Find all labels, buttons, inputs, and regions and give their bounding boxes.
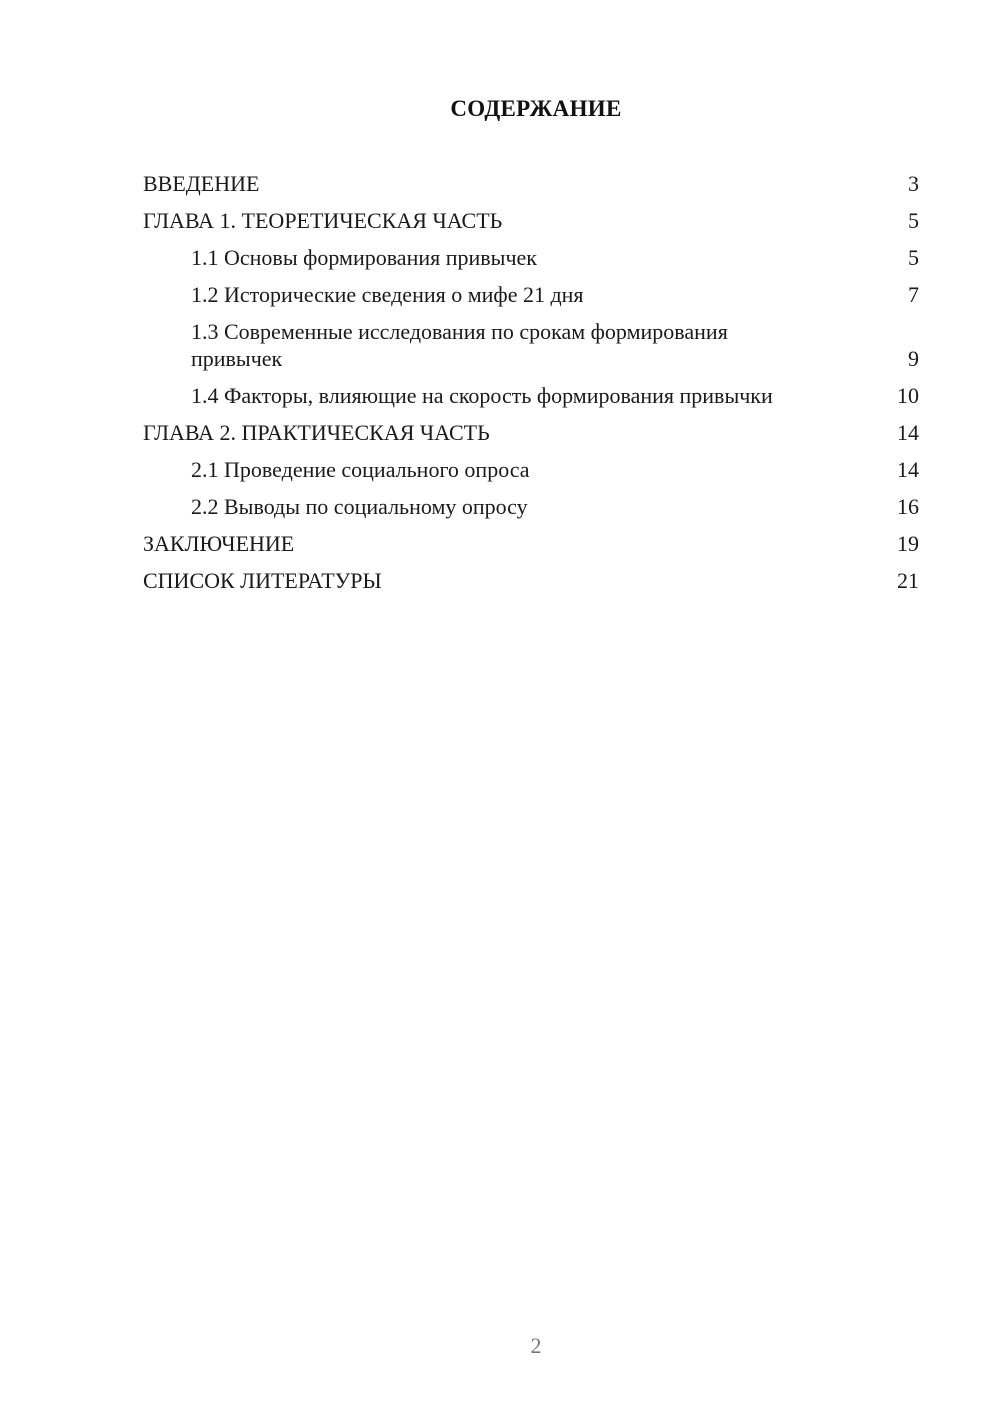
- toc-entry-section-1-2: [143, 281, 919, 308]
- toc-entry-page: 21: [897, 568, 919, 593]
- toc-entry-chapter-1: [143, 207, 919, 234]
- toc-entry-label: 1.1 Основы формирования привычек: [191, 245, 537, 270]
- toc-entry-label: ГЛАВА 2. ПРАКТИЧЕСКАЯ ЧАСТЬ: [143, 420, 490, 445]
- toc-entry-chapter-2: [143, 419, 919, 446]
- table-of-contents: [143, 170, 919, 604]
- toc-entry-page: 16: [897, 494, 919, 519]
- toc-entry-label: СПИСОК ЛИТЕРАТУРЫ: [143, 568, 382, 593]
- toc-entry-section-1-1: [143, 244, 919, 271]
- toc-entry-section-1-4: [143, 382, 919, 409]
- toc-entry-page: 7: [908, 282, 919, 307]
- toc-entry-label: 2.1 Проведение социального опроса: [191, 457, 530, 482]
- toc-entry-label: 1.3 Современные исследования по срокам формирования привычек: [191, 319, 728, 371]
- toc-entry-page: 5: [908, 208, 919, 233]
- toc-entry-label: ВВЕДЕНИЕ: [143, 171, 260, 196]
- toc-entry-page: 10: [897, 383, 919, 408]
- page-number: 2: [530, 1333, 542, 1358]
- toc-entry-label: ЗАКЛЮЧЕНИЕ: [143, 531, 295, 556]
- toc-entry-label: 1.2 Исторические сведения о мифе 21 дня: [191, 282, 584, 307]
- toc-entry-page: 3: [908, 171, 919, 196]
- toc-entry-introduction: [143, 170, 919, 197]
- toc-entry-page: 14: [897, 420, 919, 445]
- toc-entry-label: ГЛАВА 1. ТЕОРЕТИЧЕСКАЯ ЧАСТЬ: [143, 208, 503, 233]
- toc-entry-section-1-3: [143, 318, 919, 372]
- toc-entry-conclusion: [143, 530, 919, 557]
- toc-entry-page: 14: [897, 457, 919, 482]
- toc-entry-section-2-2: [143, 493, 919, 520]
- toc-title: СОДЕРЖАНИЕ: [450, 96, 622, 121]
- toc-entry-label: 2.2 Выводы по социальному опросу: [191, 494, 528, 519]
- toc-entry-label: 1.4 Факторы, влияющие на скорость формирования привычки: [191, 383, 773, 408]
- toc-entry-page: 19: [897, 531, 919, 556]
- toc-entry-references: [143, 567, 919, 594]
- toc-entry-section-2-1: [143, 456, 919, 483]
- toc-entry-page: 9: [908, 346, 919, 371]
- toc-entry-page: 5: [908, 245, 919, 270]
